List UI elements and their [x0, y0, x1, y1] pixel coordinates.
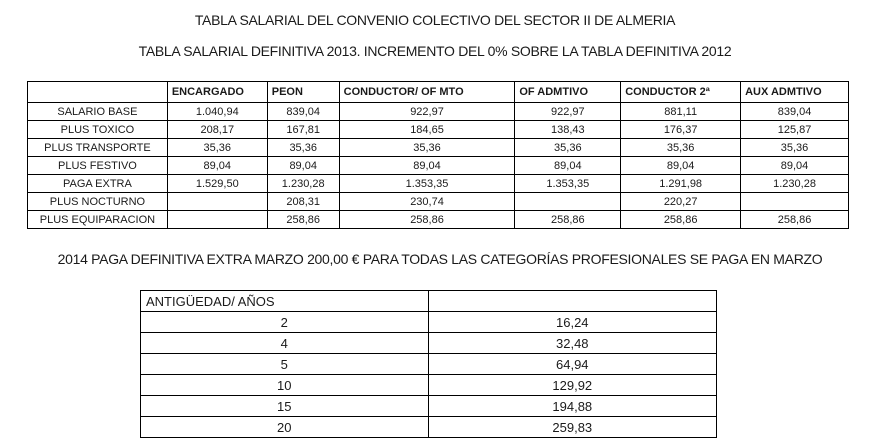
table-cell: 1.230,28 — [741, 175, 849, 193]
table-cell — [515, 193, 621, 211]
row-label: PAGA EXTRA — [28, 175, 168, 193]
table-cell: 35,36 — [267, 139, 339, 157]
table-cell: 922,97 — [515, 103, 621, 121]
table-cell: 230,74 — [339, 193, 515, 211]
row-label: PLUS NOCTURNO — [28, 193, 168, 211]
table-cell: 208,17 — [167, 121, 267, 139]
column-header: CONDUCTOR 2ª — [621, 82, 741, 103]
column-header: OF ADMTIVO — [515, 82, 621, 103]
table-cell: 1.291,98 — [621, 175, 741, 193]
table-row — [28, 103, 849, 121]
years-cell: 10 — [141, 375, 429, 396]
years-cell: 2 — [141, 312, 429, 333]
amount-cell: 259,83 — [428, 417, 716, 438]
table-cell: 220,27 — [621, 193, 741, 211]
table-cell: 35,36 — [339, 139, 515, 157]
table-cell: 258,86 — [621, 211, 741, 229]
amount-cell: 129,92 — [428, 375, 716, 396]
table-cell: 125,87 — [741, 121, 849, 139]
table-cell: 35,36 — [621, 139, 741, 157]
table-cell: 922,97 — [339, 103, 515, 121]
table-row — [28, 175, 849, 193]
years-cell: 5 — [141, 354, 429, 375]
table-cell: 35,36 — [741, 139, 849, 157]
salary-table — [27, 81, 849, 229]
table-cell: 1.230,28 — [267, 175, 339, 193]
table-cell: 258,86 — [267, 211, 339, 229]
table-row — [141, 396, 717, 417]
table-cell: 138,43 — [515, 121, 621, 139]
amount-cell: 32,48 — [428, 333, 716, 354]
amount-cell: 64,94 — [428, 354, 716, 375]
table-cell: 89,04 — [267, 157, 339, 175]
table-cell: 89,04 — [741, 157, 849, 175]
table-row — [28, 211, 849, 229]
table-cell — [741, 193, 849, 211]
salary-header-row — [28, 82, 849, 103]
table-row — [141, 417, 717, 438]
row-label: PLUS EQUIPARACION — [28, 211, 168, 229]
table-cell: 1.353,35 — [515, 175, 621, 193]
column-header — [428, 291, 716, 312]
column-header: PEON — [267, 82, 339, 103]
table-cell: 1.353,35 — [339, 175, 515, 193]
row-label: SALARIO BASE — [28, 103, 168, 121]
table-cell: 1.040,94 — [167, 103, 267, 121]
years-cell: 20 — [141, 417, 429, 438]
table-cell: 1.529,50 — [167, 175, 267, 193]
table-cell: 89,04 — [515, 157, 621, 175]
document-title: TABLA SALARIAL DEL CONVENIO COLECTIVO DEL SECTOR II DE ALMERIA — [194, 12, 676, 28]
column-header: ANTIGÜEDAD/ AÑOS — [141, 291, 429, 312]
years-cell: 15 — [141, 396, 429, 417]
table-cell: 167,81 — [267, 121, 339, 139]
table-cell: 839,04 — [267, 103, 339, 121]
table-row — [141, 312, 717, 333]
table-row — [28, 139, 849, 157]
table-cell — [167, 211, 267, 229]
table-row — [28, 121, 849, 139]
table-cell: 258,86 — [515, 211, 621, 229]
table-cell: 176,37 — [621, 121, 741, 139]
extra-payment-note: 2014 PAGA DEFINITIVA EXTRA MARZO 200,00 € PARA TODAS LAS CATEGORÍAS PROFESIONALES SE PAGA EN MARZO — [57, 251, 823, 267]
table-row — [141, 354, 717, 375]
table-row — [28, 157, 849, 175]
column-header: AUX ADMTIVO — [741, 82, 849, 103]
table-cell: 258,86 — [339, 211, 515, 229]
table-cell: 881,11 — [621, 103, 741, 121]
table-cell: 89,04 — [621, 157, 741, 175]
table-cell: 839,04 — [741, 103, 849, 121]
amount-cell: 194,88 — [428, 396, 716, 417]
corner-cell — [28, 82, 168, 103]
seniority-header-row — [141, 291, 717, 312]
table-cell — [167, 193, 267, 211]
table-row — [141, 333, 717, 354]
amount-cell: 16,24 — [428, 312, 716, 333]
row-label: PLUS TRANSPORTE — [28, 139, 168, 157]
table-cell: 208,31 — [267, 193, 339, 211]
years-cell: 4 — [141, 333, 429, 354]
table-cell: 184,65 — [339, 121, 515, 139]
table-cell: 35,36 — [167, 139, 267, 157]
table-cell: 35,36 — [515, 139, 621, 157]
column-header: CONDUCTOR/ OF MTO — [339, 82, 515, 103]
column-header: ENCARGADO — [167, 82, 267, 103]
table-row — [28, 193, 849, 211]
table-cell: 258,86 — [741, 211, 849, 229]
seniority-table — [140, 290, 717, 438]
table-cell: 89,04 — [167, 157, 267, 175]
table-cell: 89,04 — [339, 157, 515, 175]
document-subtitle: TABLA SALARIAL DEFINITIVA 2013. INCREMENTO DEL 0% SOBRE LA TABLA DEFINITIVA 2012 — [138, 43, 732, 59]
table-row — [141, 375, 717, 396]
row-label: PLUS TOXICO — [28, 121, 168, 139]
row-label: PLUS FESTIVO — [28, 157, 168, 175]
